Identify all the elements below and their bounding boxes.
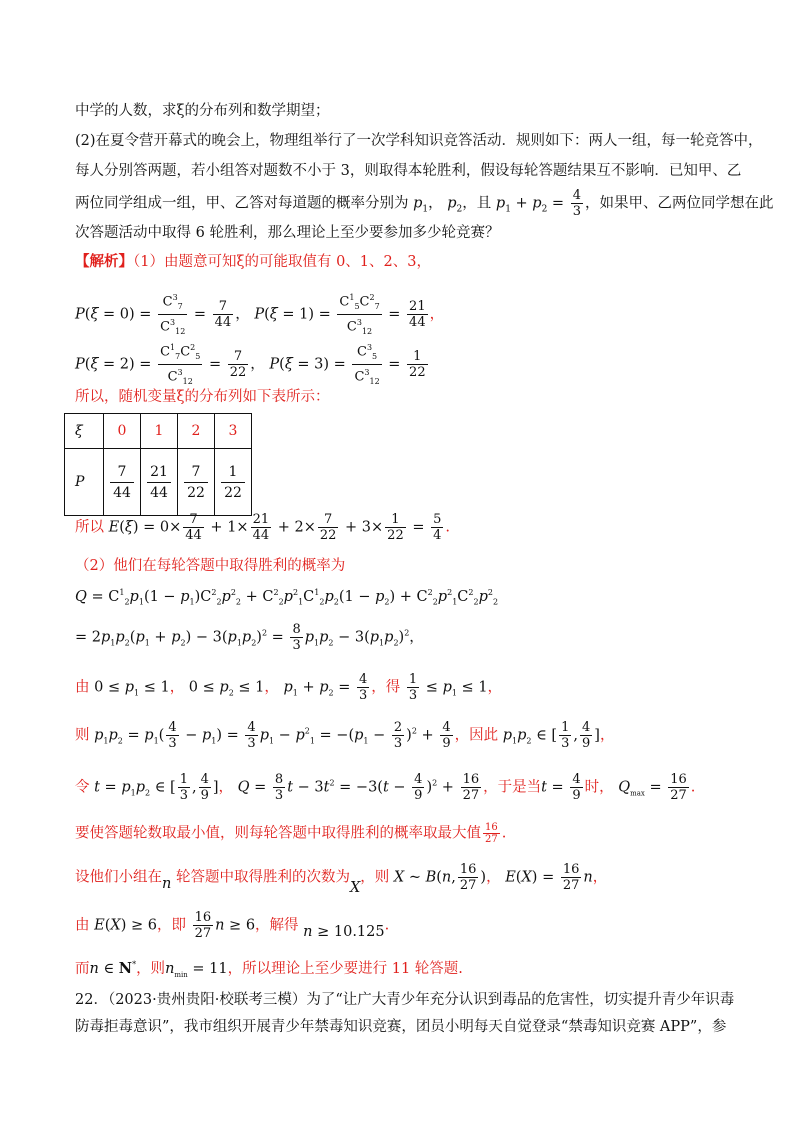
prob-line-1: P(ξ = 0) = $\frac{C^3_7}{C^3_{12}}$ = $\frac{7}{44}$ ， P(ξ = 1) = $\frac{C^1_5C^2_7}{C^3_{12}}$ = $\frac{21}{44}$ ，: [75, 290, 444, 339]
problem-line-3: 每人分别答两题，若小组答对题数不小于 3，则取得本轮胜利，假设每轮答题结果互不影响．已知甲、乙: [75, 163, 742, 179]
problem-line-2: (2)在夏令营开幕式的晚会上，物理组举行了一次学科知识竞答活动．规则如下：两人一组，每一轮竞答中，: [75, 133, 763, 149]
q-formula-1: $Q = C^1_2p_1(1 - p_1)C^2_2p^2_2 + C^2_2p^2_1C^1_2p_2(1 - p_2) + C^2_2p^2_1C^2_2p^2_2$: [75, 588, 499, 607]
product-line: 则 $p_1p_2 = p_1$( $\frac{4}{3}$ − $p_1$) = $\frac{4}{3}$ $p_1 - p^2_1 = -(p_1$ − $\frac{2}{3}$ )$^2$ + $\frac{4}{9}$ ，因此 $p_1p_2$ ∈ [ $\frac{1}{3}$ , $\frac{4}{9}$ ]，: [75, 720, 615, 751]
time-word: 时，: [584, 779, 614, 796]
table-prob-cell: $\frac{7}{44}$: [104, 449, 141, 516]
part1-intro-text: （1）由题意可知ξ的可能取值有 0、1、2、3，: [133, 254, 431, 270]
solution-part1-intro: [75, 251, 431, 273]
table-header-xi: ξ: [65, 414, 104, 449]
next-problem-line-1: 22．（2023·贵州贵阳·校联考三模）为了“让广大青少年充分认识到毒品的危害性，切实提升青少年识毒: [75, 992, 735, 1008]
problem-line-4b: ，且: [462, 195, 492, 212]
by-word: 由: [75, 917, 90, 934]
table-prob-cell: $\frac{1}{22}$: [215, 449, 252, 516]
table-header-cell: 2: [178, 414, 215, 449]
table-row: [65, 449, 252, 516]
then-word: 则: [75, 727, 90, 744]
substitution-line: 令 $t = p_1p_2$ ∈ [ $\frac{1}{3}$ , $\frac{4}{9}$ ]， Q = $\frac{8}{3}$ $t - 3t^2 = -3(t$ − $\frac{4}{9}$ )$^2$ + $\frac{16}{27}$ ，于是当t = $\frac{4}{9}$ 时， $Q_{max}$ = $\frac{16}{27}$ .: [75, 772, 696, 803]
table-prob-cell: $\frac{7}{22}$: [178, 449, 215, 516]
from-word: 由: [75, 679, 90, 696]
problem-line-4: 两位同学组成一组，甲、乙答对每道题的概率分别为 $p_1$， $p_2$，且 $p_1 + p_2$ = $\frac{4}{3}$ ，如果甲、乙两位同学想在此: [75, 188, 774, 219]
table-row: [65, 414, 252, 449]
range-line: 由 $0 \le p_1 \le 1$， $0 \le p_2 \le 1$， $p_1 + p_2$ = $\frac{4}{3}$ ，得 $\frac{1}{3}$ ≤ $p_1 \le 1$，: [75, 672, 503, 703]
let-word: 令: [75, 779, 90, 796]
table-header-cell: 0: [104, 414, 141, 449]
dist-intro: 所以，随机变量ξ的分布列如下表所示：: [75, 389, 330, 405]
next-problem-line-2: 防毒拒毒意识”，我市组织开展青少年禁毒知识竞赛，团员小明每天自觉登录“禁毒知识竞赛 APP”，参: [75, 1019, 727, 1035]
table-row-label: P: [65, 449, 104, 516]
final-a: 而: [75, 960, 90, 977]
part2-intro: （2）他们在每轮答题中取得胜利的概率为: [75, 558, 346, 574]
final-b: ，则: [136, 960, 166, 977]
q-formula-2: = $2p_1p_2(p_1 + p_2) - 3(p_1p_2)^2$ = $\frac{8}{3}$ $p_1p_2 - 3(p_1p_2)^2$，: [75, 622, 424, 653]
expectation-line: 所以 E(ξ) = 0× $\frac{7}{44}$ + 1× $\frac{21}{44}$ + 2× $\frac{7}{22}$ + 3× $\frac{1}{22}$ = $\frac{5}{4}$ .: [75, 512, 450, 543]
when-word: ，于是当: [483, 779, 542, 796]
solve-word: ，解得: [255, 917, 299, 934]
hence-word: ，因此: [454, 727, 499, 744]
solution-tag: 【解析】: [75, 253, 133, 270]
set-c: ，则: [360, 869, 390, 886]
get-word: ，得: [371, 679, 401, 696]
table-header-cell: 3: [215, 414, 252, 449]
table-prob-cell: $\frac{21}{44}$: [141, 449, 178, 516]
final-c: ，所以理论上至少要进行 11 轮答题.: [227, 960, 463, 977]
binomial-line: 设他们小组在n 轮答题中取得胜利的次数为X，则 X ~ B(n, $\frac{16}{27}$ )， E(X) = $\frac{16}{27}$ n，: [75, 862, 608, 896]
distribution-table: [64, 413, 252, 516]
ie-word: ，即: [156, 917, 186, 934]
min-line: 要使答题轮数取最小值，则每轮答题中取得胜利的概率取最大值 $\frac{16}{27}$ .: [75, 822, 507, 845]
problem-line-5: 次答题活动中取得 6 轮胜利，那么理论上至少要参加多少轮竞赛？: [75, 225, 500, 241]
table-header-cell: 1: [141, 414, 178, 449]
problem-line-1: 中学的人数，求ξ的分布列和数学期望；: [75, 103, 330, 119]
fraction-4-3: $\frac{4}{3}$: [572, 188, 581, 219]
set-a: 设他们小组在: [75, 869, 162, 886]
problem-line-4a: 两位同学组成一组，甲、乙答对每道题的概率分别为: [75, 195, 409, 212]
final-line: 而n ∈ N*，则$n_{min} = 11$，所以理论上至少要进行 11 轮答题.: [75, 959, 463, 979]
problem-line-4c: ，如果甲、乙两位同学想在此: [584, 195, 774, 212]
inequality-line: 由 E(X) ≥ 6，即 $\frac{16}{27}$ n ≥ 6，解得 n ≥ 10.125.: [75, 910, 390, 941]
math-p1: p: [413, 195, 423, 212]
prob-line-2: P(ξ = 2) = $\frac{C^1_7C^2_5}{C^3_{12}}$ = $\frac{7}{22}$ ， P(ξ = 3) = $\frac{C^3_5}{C^3_{12}}$ = $\frac{1}{22}$: [75, 340, 430, 389]
expect-prefix: 所以: [75, 519, 104, 536]
min-text: 要使答题轮数取最小值，则每轮答题中取得胜利的概率取最大值: [75, 825, 481, 842]
set-b: 轮答题中取得胜利的次数为: [175, 869, 350, 886]
